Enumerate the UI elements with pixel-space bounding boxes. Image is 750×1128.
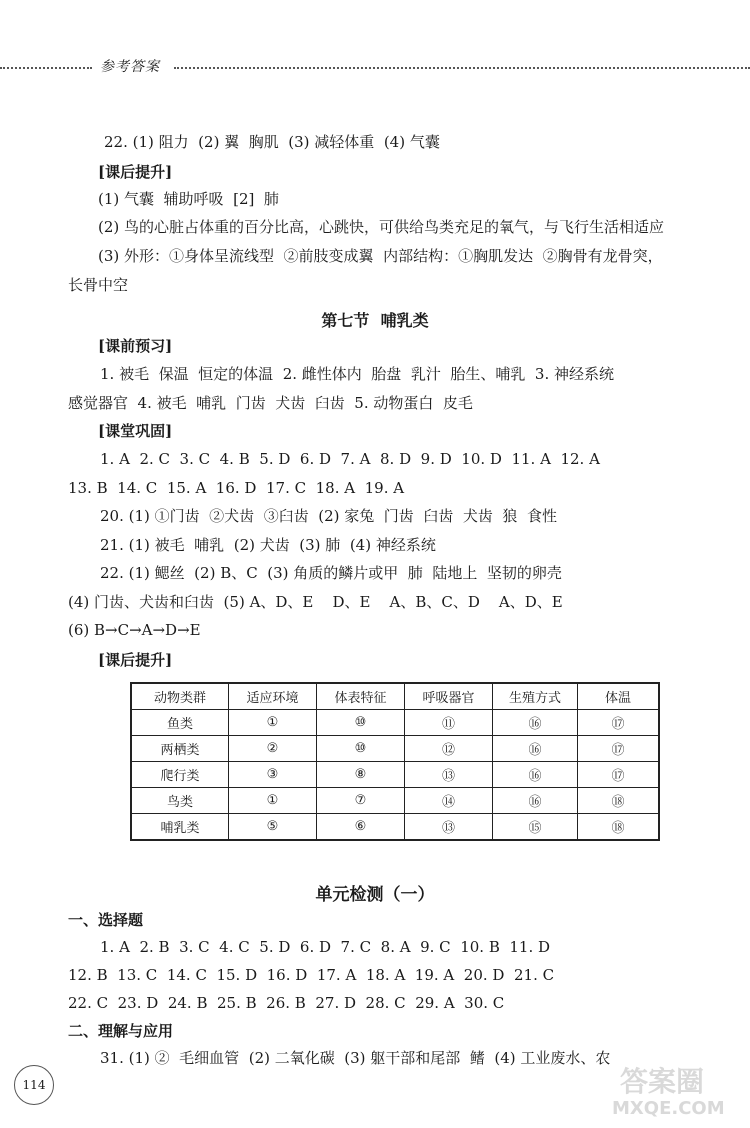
table-cell: ⑤: [229, 814, 317, 841]
table-cell: ⑯: [493, 736, 578, 762]
answer-line: 12. B 13. C 14. C 15. D 16. D 17. A 18. A 19. A 20. D 21. C: [68, 966, 555, 984]
table-cell: ⑰: [578, 710, 660, 736]
answer-line: 1. 被毛 保温 恒定的体温 2. 雌性体内 胎盘 乳汁 胎生、哺乳 3. 神经系统: [100, 365, 614, 383]
table-cell: 鱼类: [131, 710, 229, 736]
watermark-logo: [612, 1060, 742, 1122]
page-number: 114: [14, 1065, 54, 1105]
table-cell: ⑥: [317, 814, 405, 841]
answer-line: 13. B 14. C 15. A 16. D 17. C 18. A 19. A: [68, 479, 405, 497]
table-cell: ⑯: [493, 788, 578, 814]
table-header-cell: 体表特征: [317, 683, 405, 710]
table-row: [131, 788, 659, 814]
table-header-cell: 动物类群: [131, 683, 229, 710]
table-cell: ⑦: [317, 788, 405, 814]
table-cell: 哺乳类: [131, 814, 229, 841]
answer-line: (1) 气囊 辅助呼吸 [2] 肺: [98, 190, 279, 208]
subheading-choice: 一、选择题: [68, 911, 144, 929]
answer-line: 1. A 2. C 3. C 4. B 5. D 6. D 7. A 8. D 9. D 10. D 11. A 12. A: [100, 450, 600, 468]
table-cell: ⑰: [578, 736, 660, 762]
answer-line: (6) B→C→A→D→E: [68, 621, 201, 639]
table-cell: ⑩: [317, 736, 405, 762]
table-cell: ⑱: [578, 788, 660, 814]
table-cell: 爬行类: [131, 762, 229, 788]
answer-line: (3) 外形：①身体呈流线型 ②前肢变成翼 内部结构：①胸肌发达 ②胸骨有龙骨突，: [98, 247, 663, 265]
answer-line: 21. (1) 被毛 哺乳 (2) 犬齿 (3) 肺 (4) 神经系统: [100, 536, 436, 554]
table-cell: ⑮: [493, 814, 578, 841]
subheading-application: 二、理解与应用: [68, 1022, 174, 1040]
answer-line: 20. (1) ①门齿 ②犬齿 ③臼齿 (2) 家兔 门齿 臼齿 犬齿 狼 食性: [100, 507, 557, 525]
table-row: [131, 762, 659, 788]
table-row: [131, 710, 659, 736]
table-cell: ②: [229, 736, 317, 762]
table-cell: ⑫: [405, 736, 493, 762]
answer-line: (2) 鸟的心脏占体重的百分比高，心跳快，可供给鸟类充足的氧气，与飞行生活相适应: [98, 218, 665, 236]
subheading-classroom: [课堂巩固]: [98, 422, 173, 440]
subheading-preview: [课前预习]: [98, 337, 173, 355]
table-header-cell: 呼吸器官: [405, 683, 493, 710]
table-row: [131, 736, 659, 762]
section-title: 第七节 哺乳类: [321, 311, 429, 330]
table-header-row: [131, 683, 659, 710]
answer-line: 感觉器官 4. 被毛 哺乳 门齿 犬齿 臼齿 5. 动物蛋白 皮毛: [68, 394, 473, 412]
table-cell: ⑬: [405, 762, 493, 788]
running-header: 参考答案: [100, 59, 160, 75]
table-cell: ⑰: [578, 762, 660, 788]
table-cell: ⑧: [317, 762, 405, 788]
table-cell: ⑯: [493, 710, 578, 736]
subheading-after-class: [课后提升]: [98, 163, 173, 181]
table-header-cell: 生殖方式: [493, 683, 578, 710]
header-dotted-rule-left: [0, 67, 92, 69]
table-header-cell: 适应环境: [229, 683, 317, 710]
answer-line: 22. (1) 阻力 (2) 翼 胸肌 (3) 减轻体重 (4) 气囊: [104, 133, 440, 151]
answer-line: 22. (1) 鳃丝 (2) B、C (3) 角质的鳞片或甲 肺 陆地上 坚韧的卵壳: [100, 564, 562, 582]
table-cell: ①: [229, 710, 317, 736]
table-cell: 两栖类: [131, 736, 229, 762]
table-cell: 鸟类: [131, 788, 229, 814]
table-cell: ⑭: [405, 788, 493, 814]
answer-line: (4) 门齿、犬齿和臼齿 (5) A、D、E D、E A、B、C、D A、D、E: [68, 593, 563, 611]
table-header-cell: 体温: [578, 683, 660, 710]
table-cell: ③: [229, 762, 317, 788]
header-dotted-rule-right: [174, 67, 750, 69]
watermark-text: MXQE.COM: [612, 1098, 725, 1119]
unit-title: 单元检测（一）: [315, 885, 435, 905]
watermark-text: 答案圈: [620, 1065, 705, 1098]
answer-line: 22. C 23. D 24. B 25. B 26. B 27. D 28. C 29. A 30. C: [68, 994, 505, 1012]
table-cell: ⑯: [493, 762, 578, 788]
table-row: [131, 814, 659, 841]
table-cell: ⑬: [405, 814, 493, 841]
subheading-after-class: [课后提升]: [98, 651, 173, 669]
table-cell: ⑪: [405, 710, 493, 736]
answer-line: 1. A 2. B 3. C 4. C 5. D 6. D 7. C 8. A 9. C 10. B 11. D: [100, 938, 551, 956]
answer-line: 长骨中空: [68, 276, 129, 294]
table-cell: ⑩: [317, 710, 405, 736]
table-cell: ⑱: [578, 814, 660, 841]
animal-comparison-table: [130, 682, 660, 841]
table-cell: ①: [229, 788, 317, 814]
answer-line: 31. (1) ② 毛细血管 (2) 二氧化碳 (3) 躯干部和尾部 鳍 (4) 工业废水、农: [100, 1049, 611, 1067]
